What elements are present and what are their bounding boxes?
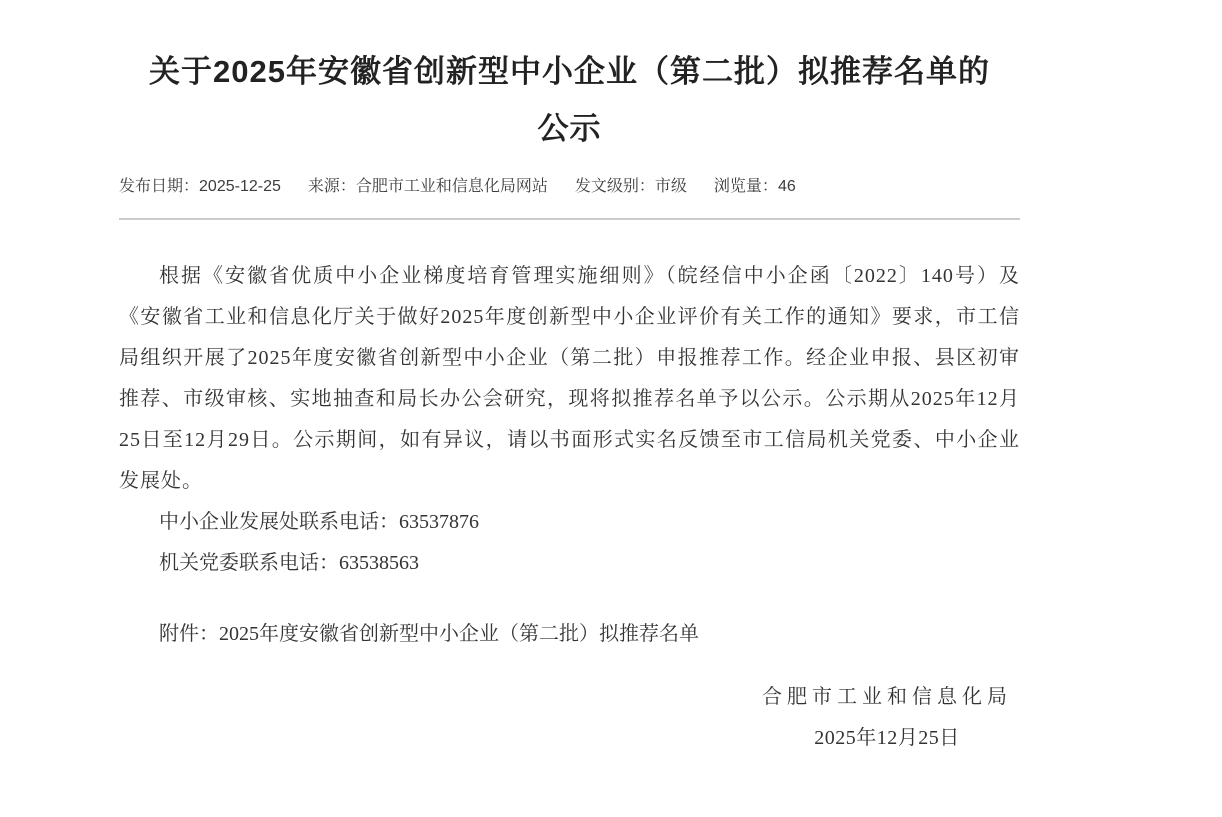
article-body [119,256,1020,759]
meta-source-value: 合肥市工业和信息化局网站 [355,178,548,195]
announcement-paragraph: 根据《安徽省优质中小企业梯度培育管理实施细则》（皖经信中小企函〔2022〕140号）及《安徽省工业和信息化厅关于做好2025年度创新型中小企业评价有关工作的通知》要求，市工信局组织开展了2025年度安徽省创新型中小企业（第二批）申报推荐工作。经企业申报、县区初审推荐、市级审核、实地抽查和局长办公会研究，现将拟推荐名单予以公示。公示期从2025年12月25日至12月29日。公示期间，如有异议，请以书面形式实名反馈至市工信局机关党委、中小企业发展处。 [119,265,1020,492]
contact-line-party-committee: 机关党委联系电话：63538563 [159,552,419,574]
contact-line-smb-division: 中小企业发展处联系电话：63537876 [159,511,479,533]
meta-divider [119,218,1020,220]
attachment-line: 附件：2025年度安徽省创新型中小企业（第二批）拟推荐名单 [159,623,699,645]
meta-publish-date-label: 发布日期： [119,178,200,195]
meta-source [308,176,548,198]
article-meta-bar [119,176,1020,198]
page-title [119,43,1020,157]
meta-publish-date [119,176,281,198]
signature-date: 2025年12月25日 [814,727,960,749]
meta-document-level-label: 发文级别： [574,178,655,195]
meta-publish-date-value: 2025-12-25 [199,178,281,195]
signature-org: 合肥市工业和信息化局 [762,686,1012,708]
meta-view-count-value: 46 [777,178,796,195]
article-content [119,0,1020,759]
meta-document-level [575,176,687,198]
meta-source-label: 来源： [307,178,356,195]
meta-document-level-value: 市级 [654,178,687,195]
meta-view-count [714,176,796,198]
signature-block [762,677,1012,759]
page-title-line1: 关于2025年安徽省创新型中小企业（第二批）拟推荐名单的 [149,54,990,89]
page-title-line2: 公示 [537,111,602,146]
meta-view-count-label: 浏览量： [713,178,778,195]
